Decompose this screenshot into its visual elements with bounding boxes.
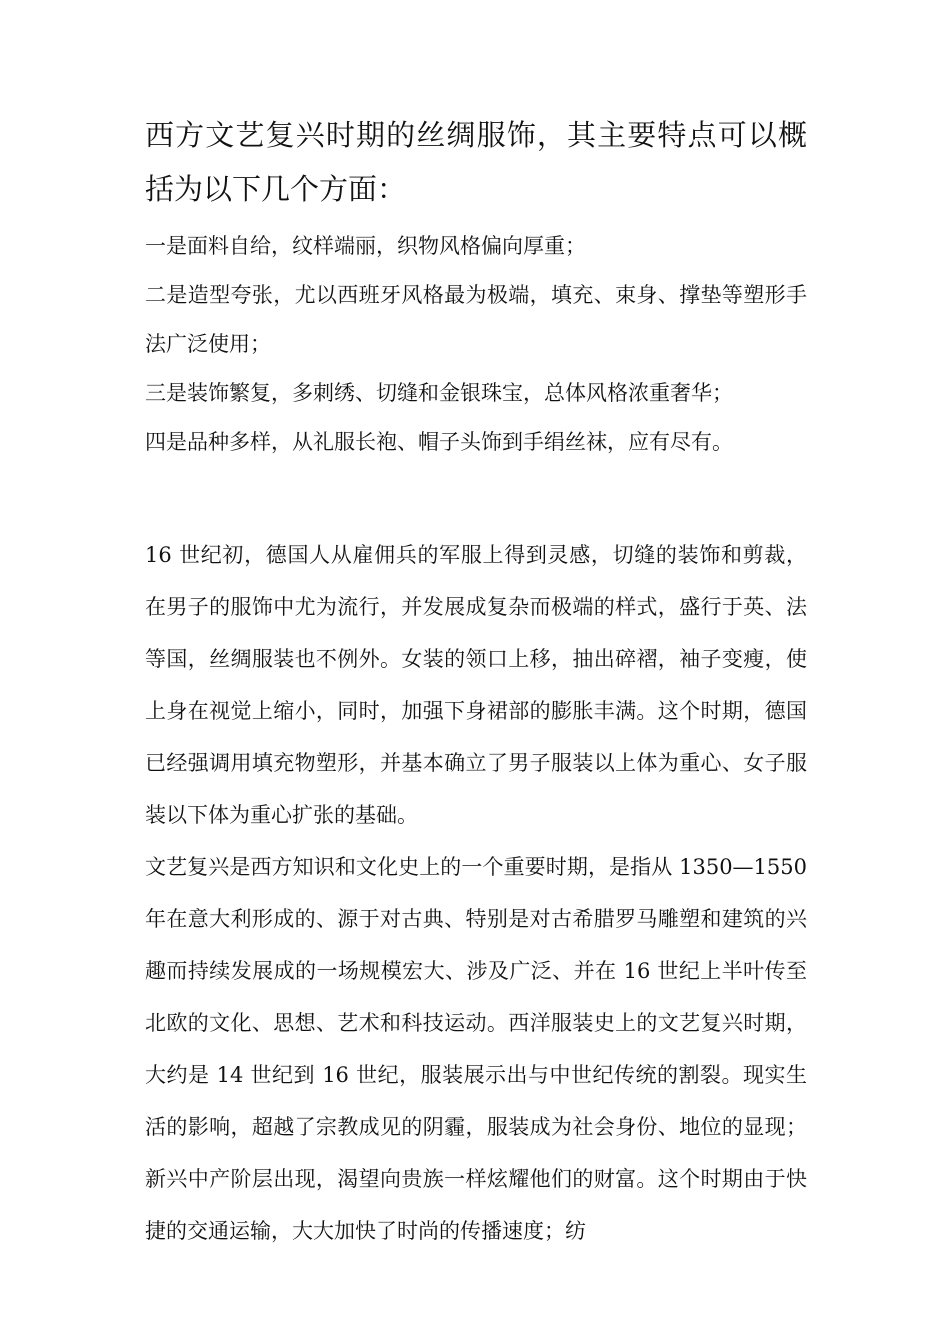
document-heading: 西方文艺复兴时期的丝绸服饰，其主要特点可以概括为以下几个方面： xyxy=(145,118,807,206)
feature-point-2: 二是造型夸张，尤以西班牙风格最为极端，填充、束身、撑垫等塑形手法广泛使用； xyxy=(145,283,807,356)
paragraph-german-influence: 16 世纪初，德国人从雇佣兵的军服上得到灵感，切缝的装饰和剪裁，在男子的服饰中尤为流行，并发展成复杂而极端的样式，盛行于英、法等国，丝绸服装也不例外。女装的领口上移，抽出碎褶，袖子变瘦，使上身在视觉上缩小，同时，加强下身裙部的膨胀丰满。这个时期，德国已经强调用填充物塑形，并基本确立了男子服装以上体为重心、女子服装以下体为重心扩张的基础。 xyxy=(145,543,807,827)
feature-point-1: 一是面料自给，纹样端丽，织物风格偏向厚重； xyxy=(145,234,586,258)
feature-point-4: 四是品种多样，从礼服长袍、帽子头饰到手绢丝袜，应有尽有。 xyxy=(145,430,733,454)
document-page xyxy=(145,108,807,1257)
section-gap xyxy=(145,467,807,529)
paragraph-renaissance-overview: 文艺复兴是西方知识和文化史上的一个重要时期，是指从 1350—1550 年在意大利形成的、源于对古典、特别是对古希腊罗马雕塑和建筑的兴趣而持续发展成的一场规模宏大、涉及广泛、并在 16 世纪上半叶传至北欧的文化、思想、艺术和科技运动。西洋服装史上的文艺复兴时期，大约是 14 世纪到 16 世纪，服装展示出与中世纪传统的割裂。现实生活的影响，超越了宗教成见的阴霾，服装成为社会身份、地位的显现；新兴中产阶层出现，渴望向贵族一样炫耀他们的财富。这个时期由于快捷的交通运输，大大加快了时尚的传播速度；纺 xyxy=(145,855,807,1243)
feature-point-3: 三是装饰繁复，多刺绣、切缝和金银珠宝，总体风格浓重奢华； xyxy=(145,381,733,405)
